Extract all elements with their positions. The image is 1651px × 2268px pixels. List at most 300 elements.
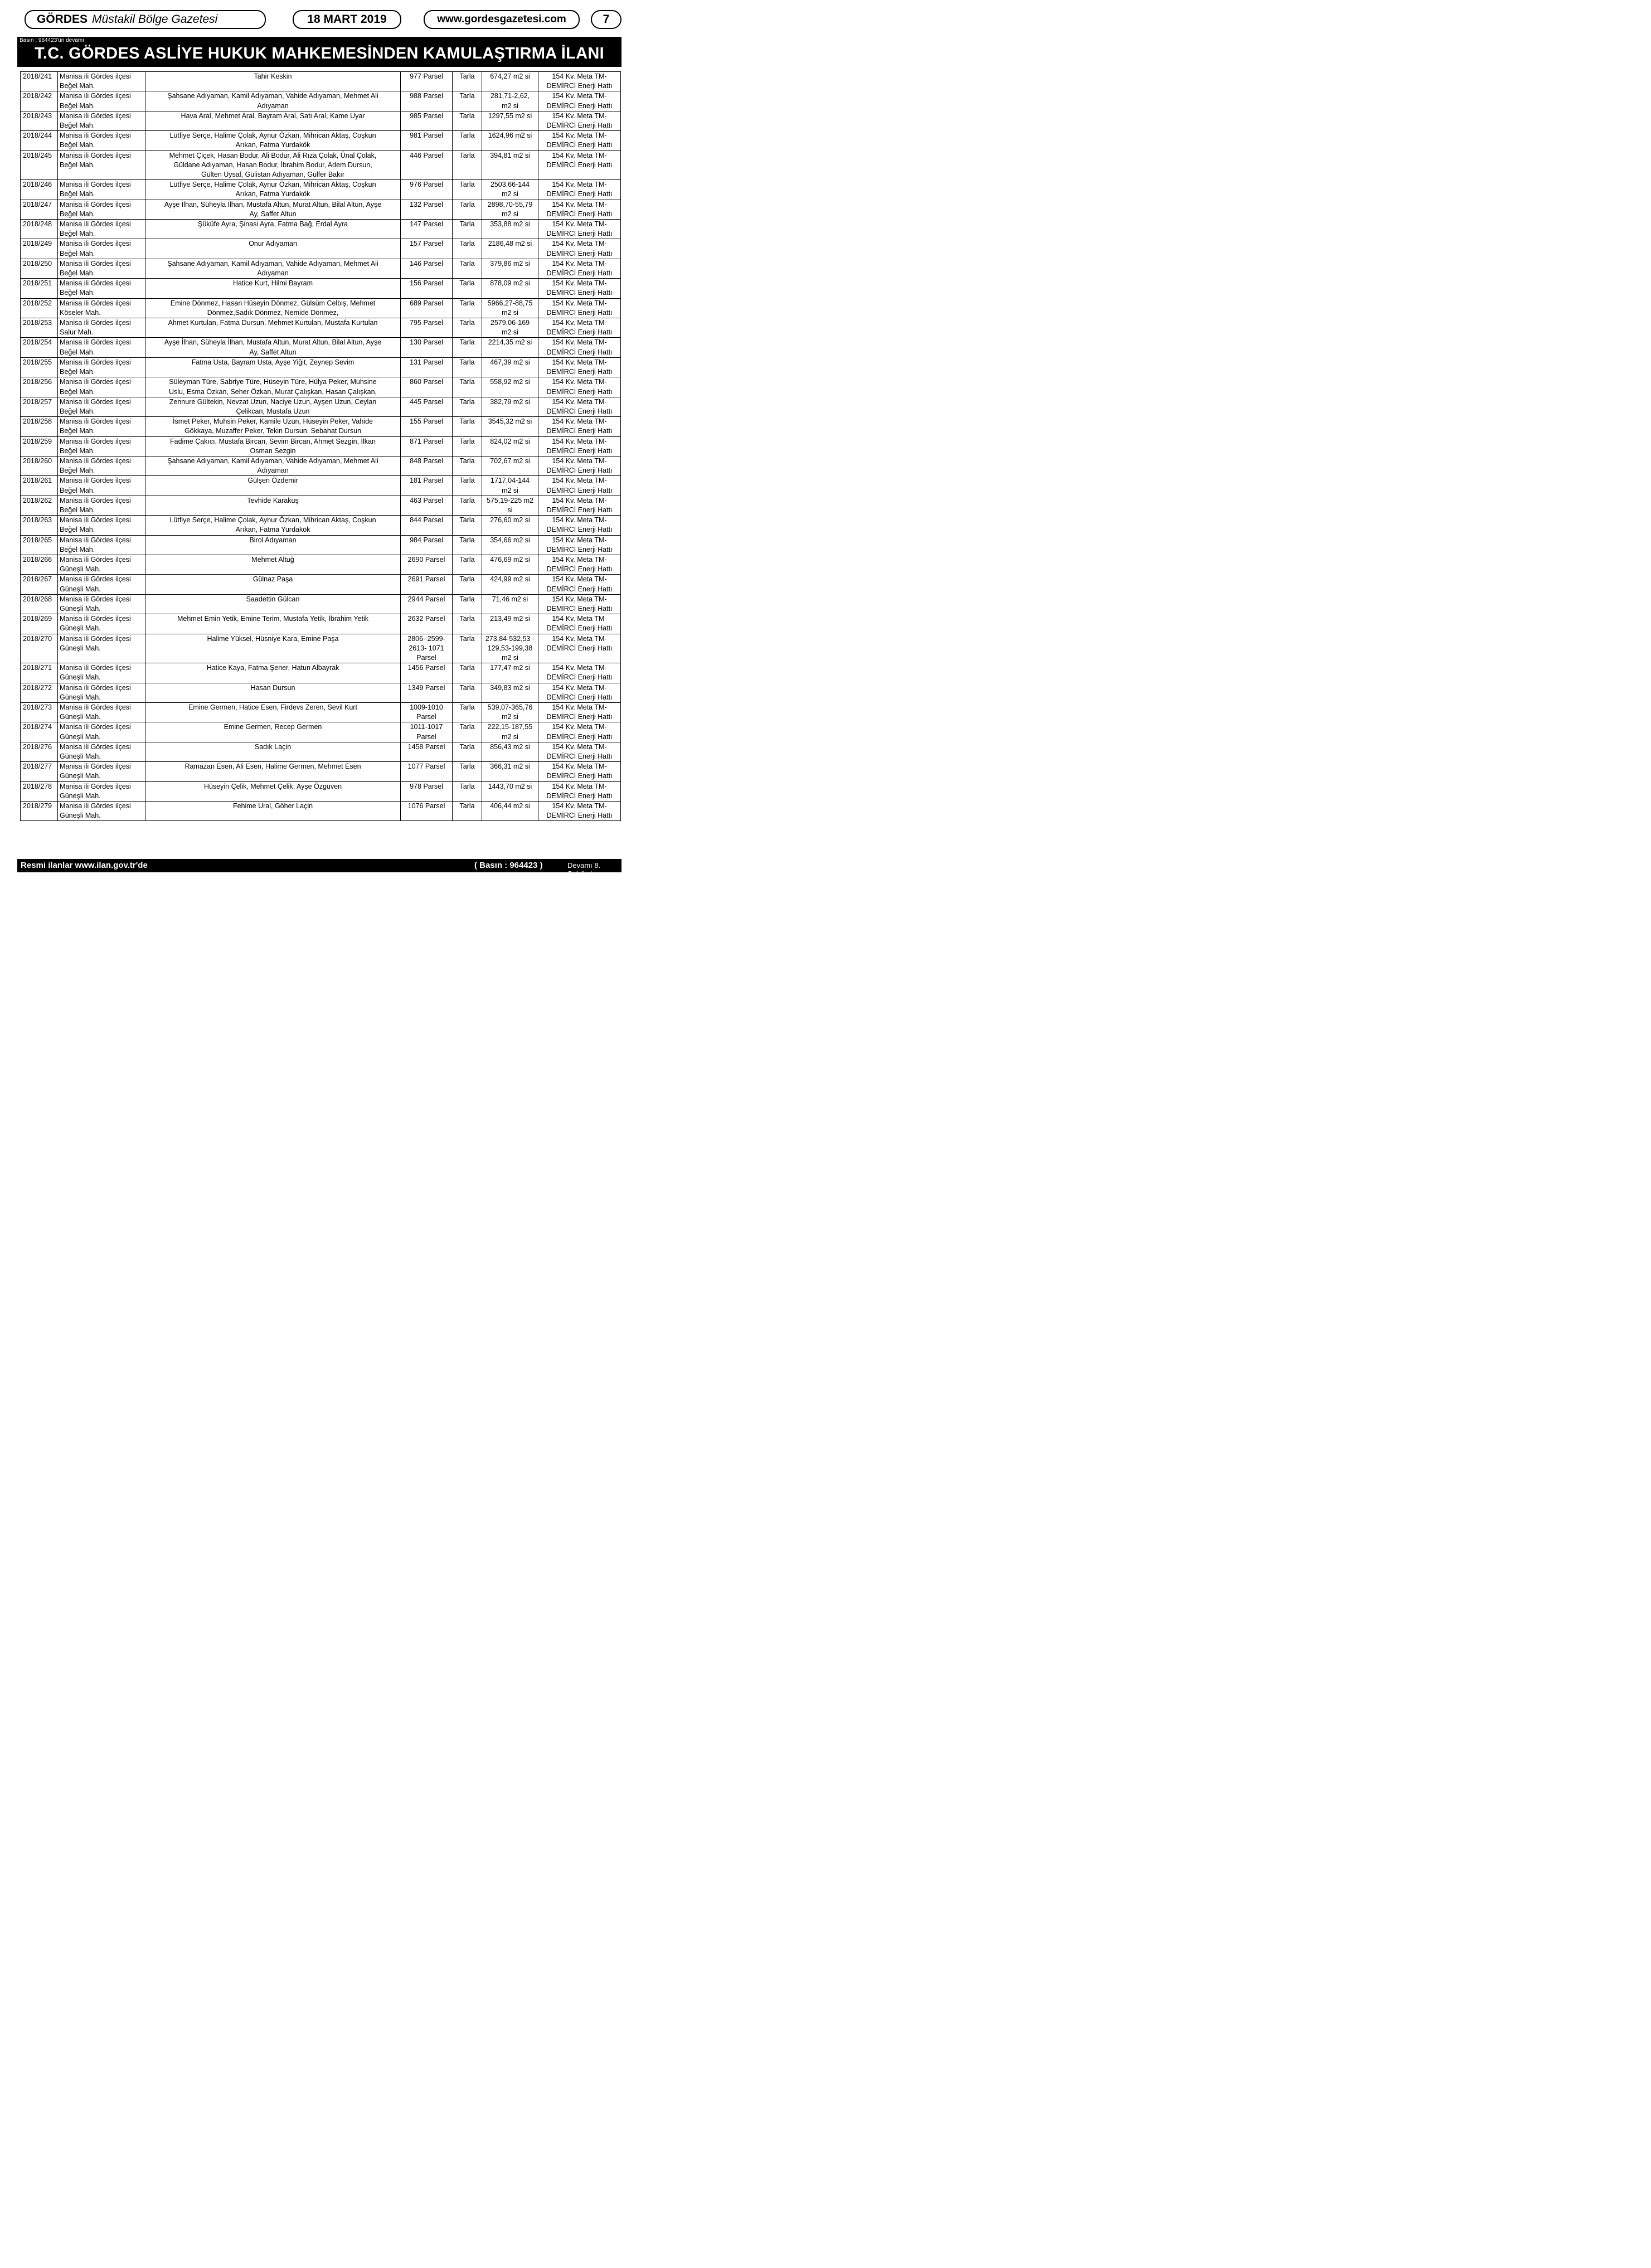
land-type-cell: Tarla bbox=[453, 555, 482, 574]
parcel-cell-line: 146 Parsel bbox=[410, 259, 443, 268]
owners-cell-line: Adıyaman bbox=[257, 467, 289, 475]
land-type-cell: Tarla bbox=[453, 72, 482, 91]
location-cell-line: Beğel Mah. bbox=[60, 210, 95, 218]
parcel-cell bbox=[401, 762, 453, 781]
location-cell bbox=[58, 91, 145, 111]
location-cell bbox=[58, 496, 145, 515]
area-cell bbox=[482, 298, 538, 318]
owners-cell-line: Gökkaya, Muzaffer Peker, Tekin Dursun, Sebahat Dursun bbox=[184, 427, 362, 435]
owners-cell-line: Sadık Laçin bbox=[254, 742, 292, 751]
table-row bbox=[21, 180, 621, 200]
case-number-cell: 2018/258 bbox=[21, 417, 58, 436]
case-number-cell: 2018/259 bbox=[21, 436, 58, 456]
area-cell-line: 5966,27-88,75 bbox=[487, 299, 533, 307]
parcel-cell bbox=[401, 417, 453, 436]
project-cell-line: DEMİRCİ Enerji Hattı bbox=[546, 122, 613, 130]
owners-cell-line: Ramazan Esen, Ali Esen, Halime Germen, Mehmet Esen bbox=[184, 763, 361, 771]
project-cell-line: DEMİRCİ Enerji Hattı bbox=[546, 82, 613, 90]
area-cell bbox=[482, 131, 538, 150]
project-cell bbox=[538, 575, 621, 594]
table-row bbox=[21, 397, 621, 416]
location-cell-line: Beğel Mah. bbox=[60, 407, 95, 415]
table-row bbox=[21, 338, 621, 357]
parcel-cell-line: 130 Parsel bbox=[410, 338, 443, 347]
owners-cell-line: Şahsane Adıyaman, Kamil Adıyaman, Vahide Adıyaman, Mehmet Ali bbox=[167, 92, 378, 100]
location-cell-line: Manisa ili Gördes ilçesi bbox=[60, 181, 131, 189]
land-type-cell: Tarla bbox=[453, 150, 482, 180]
case-number-cell: 2018/279 bbox=[21, 802, 58, 821]
table-row bbox=[21, 200, 621, 219]
footer-press-number: ( Basın : 964423 ) bbox=[474, 861, 543, 870]
location-cell-line: Beğel Mah. bbox=[60, 82, 95, 90]
parcel-cell bbox=[401, 279, 453, 298]
masthead-tagline: Müstakil Bölge Gazetesi bbox=[92, 13, 218, 26]
case-number-cell: 2018/245 bbox=[21, 150, 58, 180]
project-cell-line: DEMİRCİ Enerji Hattı bbox=[546, 713, 613, 721]
land-type-cell: Tarla bbox=[453, 614, 482, 634]
location-cell-line: Güneşli Mah. bbox=[60, 791, 101, 800]
project-cell-line: 154 Kv. Meta TM- bbox=[552, 664, 607, 672]
project-cell bbox=[538, 180, 621, 200]
owners-cell bbox=[145, 239, 401, 259]
parcel-cell bbox=[401, 456, 453, 475]
owners-cell-line: Lütfiye Serçe, Halime Çolak, Aynur Özkan, Mihrican Aktaş, Coşkun bbox=[169, 181, 376, 189]
area-cell bbox=[482, 200, 538, 219]
parcel-cell-line: 1456 Parsel bbox=[407, 664, 445, 672]
project-cell bbox=[538, 338, 621, 357]
location-cell bbox=[58, 150, 145, 180]
owners-cell-line: Ayşe İlhan, Süheyla İlhan, Mustafa Altun, Murat Altun, Bilal Altun, Ayşe bbox=[164, 200, 382, 208]
owners-cell bbox=[145, 535, 401, 555]
area-cell-line: 379,86 m2 si bbox=[490, 259, 530, 268]
table-row bbox=[21, 318, 621, 338]
land-type-cell: Tarla bbox=[453, 357, 482, 377]
project-cell-line: 154 Kv. Meta TM- bbox=[552, 683, 607, 692]
parcel-cell-line: 2691 Parsel bbox=[407, 575, 445, 584]
area-cell-line: 575,19-225 m2 bbox=[486, 496, 534, 504]
project-cell-line: DEMİRCİ Enerji Hattı bbox=[546, 269, 613, 278]
parcel-cell bbox=[401, 180, 453, 200]
owners-cell bbox=[145, 742, 401, 761]
parcel-cell bbox=[401, 476, 453, 496]
owners-cell-line: Ayşe İlhan, Süheyla İlhan, Mustafa Altun, Murat Altun, Bilal Altun, Ayşe bbox=[164, 338, 382, 347]
case-number-cell: 2018/256 bbox=[21, 377, 58, 397]
issue-date: 18 MART 2019 bbox=[293, 10, 401, 29]
owners-cell-line: Arıkan, Fatma Yurdakök bbox=[235, 141, 310, 149]
owners-cell-line: Fadime Çakıcı, Mustafa Bircan, Sevim Bircan, Ahmet Sezgin, İlkan bbox=[170, 437, 376, 445]
land-type-cell: Tarla bbox=[453, 377, 482, 397]
area-cell-line: 366,31 m2 si bbox=[490, 763, 530, 771]
table-row bbox=[21, 476, 621, 496]
table-row bbox=[21, 683, 621, 702]
parcel-cell-line: Parsel bbox=[416, 653, 436, 662]
location-cell-line: Beğel Mah. bbox=[60, 427, 95, 435]
owners-cell bbox=[145, 397, 401, 416]
owners-cell bbox=[145, 802, 401, 821]
project-cell-line: DEMİRCİ Enerji Hattı bbox=[546, 101, 613, 110]
project-cell bbox=[538, 397, 621, 416]
parcel-cell bbox=[401, 111, 453, 130]
owners-cell-line: Ay, Saffet Altun bbox=[249, 210, 297, 218]
location-cell-line: Beğel Mah. bbox=[60, 486, 95, 494]
location-cell bbox=[58, 279, 145, 298]
land-type-cell: Tarla bbox=[453, 575, 482, 594]
project-cell-line: 154 Kv. Meta TM- bbox=[552, 634, 607, 643]
project-cell-line: 154 Kv. Meta TM- bbox=[552, 615, 607, 623]
location-cell bbox=[58, 703, 145, 722]
parcel-cell bbox=[401, 259, 453, 278]
owners-cell bbox=[145, 456, 401, 475]
area-cell-line: 353,88 m2 si bbox=[490, 220, 530, 229]
location-cell bbox=[58, 338, 145, 357]
area-cell-line: 3545,32 m2 si bbox=[488, 417, 532, 426]
project-cell bbox=[538, 535, 621, 555]
land-type-cell: Tarla bbox=[453, 338, 482, 357]
case-number-cell: 2018/253 bbox=[21, 318, 58, 338]
project-cell bbox=[538, 703, 621, 722]
location-cell-line: Manisa ili Gördes ilçesi bbox=[60, 338, 131, 347]
area-cell-line: 878,09 m2 si bbox=[490, 279, 530, 288]
owners-cell bbox=[145, 111, 401, 130]
table-row bbox=[21, 614, 621, 634]
project-cell-line: DEMİRCİ Enerji Hattı bbox=[546, 190, 613, 198]
project-cell-line: 154 Kv. Meta TM- bbox=[552, 782, 607, 790]
case-number-cell: 2018/277 bbox=[21, 762, 58, 781]
project-cell-line: DEMİRCİ Enerji Hattı bbox=[546, 210, 613, 218]
case-number-cell: 2018/272 bbox=[21, 683, 58, 702]
parcel-cell-line: 2690 Parsel bbox=[407, 555, 445, 564]
location-cell bbox=[58, 663, 145, 683]
location-cell-line: Manisa ili Gördes ilçesi bbox=[60, 683, 131, 692]
location-cell-line: Manisa ili Gördes ilçesi bbox=[60, 279, 131, 288]
land-type-cell: Tarla bbox=[453, 298, 482, 318]
owners-cell bbox=[145, 516, 401, 535]
location-cell bbox=[58, 722, 145, 742]
location-cell-line: Güneşli Mah. bbox=[60, 732, 101, 741]
project-cell-line: DEMİRCİ Enerji Hattı bbox=[546, 308, 613, 317]
parcel-cell-line: 2944 Parsel bbox=[407, 595, 445, 603]
location-cell-line: Manisa ili Gördes ilçesi bbox=[60, 132, 131, 140]
parcel-cell-line: 977 Parsel bbox=[410, 72, 443, 80]
parcel-cell-line: 2632 Parsel bbox=[407, 615, 445, 623]
area-cell bbox=[482, 150, 538, 180]
owners-cell bbox=[145, 200, 401, 219]
parcel-cell bbox=[401, 614, 453, 634]
table-body bbox=[21, 72, 621, 821]
page-number: 7 bbox=[591, 10, 621, 29]
parcel-cell-line: 984 Parsel bbox=[410, 536, 443, 544]
location-cell bbox=[58, 781, 145, 801]
project-cell-line: DEMİRCİ Enerji Hattı bbox=[546, 604, 613, 613]
project-cell-line: DEMİRCİ Enerji Hattı bbox=[546, 506, 613, 514]
area-cell-line: 674,27 m2 si bbox=[490, 72, 530, 80]
project-cell-line: 154 Kv. Meta TM- bbox=[552, 703, 607, 711]
parcel-cell-line: 985 Parsel bbox=[410, 111, 443, 120]
parcel-cell-line: 795 Parsel bbox=[410, 319, 443, 327]
area-cell-line: 213,49 m2 si bbox=[490, 615, 530, 623]
project-cell bbox=[538, 298, 621, 318]
case-number-cell: 2018/278 bbox=[21, 781, 58, 801]
owners-cell-line: Emine Germen, Recep Germen bbox=[224, 723, 322, 731]
land-type-cell: Tarla bbox=[453, 496, 482, 515]
location-cell-line: Güneşli Mah. bbox=[60, 644, 101, 652]
case-number-cell: 2018/268 bbox=[21, 594, 58, 614]
project-cell bbox=[538, 220, 621, 239]
land-type-cell: Tarla bbox=[453, 279, 482, 298]
location-cell-line: Beğel Mah. bbox=[60, 101, 95, 110]
area-cell bbox=[482, 535, 538, 555]
area-cell bbox=[482, 91, 538, 111]
owners-cell bbox=[145, 663, 401, 683]
table-row bbox=[21, 516, 621, 535]
parcel-cell bbox=[401, 298, 453, 318]
case-number-cell: 2018/263 bbox=[21, 516, 58, 535]
area-cell-line: 281,71-2,62, bbox=[490, 92, 530, 100]
location-cell bbox=[58, 417, 145, 436]
land-type-cell: Tarla bbox=[453, 476, 482, 496]
location-cell bbox=[58, 634, 145, 663]
area-cell-line: 2898,70-55,79 bbox=[487, 200, 533, 208]
parcel-cell bbox=[401, 781, 453, 801]
project-cell bbox=[538, 377, 621, 397]
parcel-cell bbox=[401, 239, 453, 259]
owners-cell-line: Hatice Kurt, Hilmi Bayram bbox=[232, 279, 313, 288]
owners-cell bbox=[145, 575, 401, 594]
project-cell bbox=[538, 417, 621, 436]
owners-cell-line: Halime Yüksel, Hüsniye Kara, Emine Paşa bbox=[207, 634, 339, 643]
owners-cell-line: Gülten Uysal, Gülistan Adıyaman, Gülfer Bakır bbox=[201, 171, 345, 179]
parcel-cell-line: 2806- 2599- bbox=[407, 634, 445, 643]
parcel-cell bbox=[401, 663, 453, 683]
project-cell-line: 154 Kv. Meta TM- bbox=[552, 595, 607, 603]
project-cell-line: DEMİRCİ Enerji Hattı bbox=[546, 565, 613, 574]
location-cell-line: Manisa ili Gördes ilçesi bbox=[60, 516, 131, 524]
location-cell-line: Manisa ili Gördes ilçesi bbox=[60, 151, 131, 159]
location-cell bbox=[58, 742, 145, 761]
project-cell-line: 154 Kv. Meta TM- bbox=[552, 72, 607, 80]
case-number-cell: 2018/273 bbox=[21, 703, 58, 722]
area-cell-line: 273,84-532,53 - bbox=[485, 634, 535, 643]
area-cell-line: m2 si bbox=[502, 308, 518, 317]
owners-cell bbox=[145, 634, 401, 663]
owners-cell bbox=[145, 377, 401, 397]
location-cell bbox=[58, 131, 145, 150]
location-cell-line: Güneşli Mah. bbox=[60, 624, 101, 633]
parcel-cell bbox=[401, 338, 453, 357]
owners-cell-line: Güldane Adıyaman, Hasan Bodur, İbrahim Bodur, Adem Dursun, bbox=[173, 161, 372, 169]
project-cell bbox=[538, 802, 621, 821]
owners-cell-line: Uslu, Esma Özkan, Seher Özkan, Murat Çalışkan, Hasan Çalışkan, bbox=[168, 387, 377, 396]
land-type-cell: Tarla bbox=[453, 802, 482, 821]
area-cell bbox=[482, 357, 538, 377]
parcel-cell-line: 132 Parsel bbox=[410, 200, 443, 208]
location-cell-line: Manisa ili Gördes ilçesi bbox=[60, 417, 131, 426]
parcel-cell-line: 2613- 1071 bbox=[409, 644, 444, 652]
table-row bbox=[21, 555, 621, 574]
area-cell-line: 276,60 m2 si bbox=[490, 516, 530, 524]
project-cell-line: 154 Kv. Meta TM- bbox=[552, 338, 607, 347]
project-cell bbox=[538, 594, 621, 614]
land-type-cell: Tarla bbox=[453, 436, 482, 456]
area-cell-line: 467,39 m2 si bbox=[490, 358, 530, 366]
area-cell bbox=[482, 516, 538, 535]
location-cell bbox=[58, 683, 145, 702]
parcel-cell bbox=[401, 150, 453, 180]
area-cell-line: 349,83 m2 si bbox=[490, 683, 530, 692]
project-cell-line: 154 Kv. Meta TM- bbox=[552, 516, 607, 524]
land-type-cell: Tarla bbox=[453, 131, 482, 150]
area-cell-line: 394,81 m2 si bbox=[490, 151, 530, 159]
owners-cell-line: Emine Dönmez, Hasan Hüseyin Dönmez, Gülsüm Celbiş, Mehmet bbox=[170, 299, 376, 307]
parcel-cell-line: 1349 Parsel bbox=[407, 683, 445, 692]
location-cell bbox=[58, 220, 145, 239]
area-cell-line: 382,79 m2 si bbox=[490, 397, 530, 406]
parcel-cell-line: 978 Parsel bbox=[410, 782, 443, 790]
project-cell-line: DEMİRCİ Enerji Hattı bbox=[546, 289, 613, 297]
land-type-cell: Tarla bbox=[453, 742, 482, 761]
owners-cell-line: Şüküfe Ayra, Şinasi Ayra, Fatma Bağ, Erdal Ayra bbox=[198, 220, 348, 229]
project-cell bbox=[538, 476, 621, 496]
project-cell-line: DEMİRCİ Enerji Hattı bbox=[546, 368, 613, 376]
land-type-cell: Tarla bbox=[453, 200, 482, 219]
area-cell bbox=[482, 259, 538, 278]
case-number-cell: 2018/257 bbox=[21, 397, 58, 416]
table-row bbox=[21, 436, 621, 456]
owners-cell-line: Şahsane Adıyaman, Kamil Adıyaman, Vahide Adıyaman, Mehmet Ali bbox=[167, 456, 378, 465]
location-cell-line: Manisa ili Gördes ilçesi bbox=[60, 299, 131, 307]
area-cell-line: m2 si bbox=[502, 713, 518, 721]
project-cell-line: 154 Kv. Meta TM- bbox=[552, 575, 607, 584]
table-row bbox=[21, 150, 621, 180]
masthead-brand bbox=[25, 10, 266, 29]
location-cell bbox=[58, 318, 145, 338]
owners-cell bbox=[145, 72, 401, 91]
project-cell-line: 154 Kv. Meta TM- bbox=[552, 299, 607, 307]
case-number-cell: 2018/266 bbox=[21, 555, 58, 574]
case-number-cell: 2018/244 bbox=[21, 131, 58, 150]
area-cell-line: si bbox=[507, 506, 513, 514]
area-cell-line: m2 si bbox=[502, 328, 518, 337]
location-cell-line: Manisa ili Gördes ilçesi bbox=[60, 220, 131, 229]
case-number-cell: 2018/271 bbox=[21, 663, 58, 683]
case-number-cell: 2018/243 bbox=[21, 111, 58, 130]
project-cell-line: DEMİRCİ Enerji Hattı bbox=[546, 791, 613, 800]
area-cell-line: 558,92 m2 si bbox=[490, 378, 530, 386]
table-row bbox=[21, 279, 621, 298]
project-cell bbox=[538, 762, 621, 781]
project-cell bbox=[538, 91, 621, 111]
parcel-cell-line: 844 Parsel bbox=[410, 516, 443, 524]
owners-cell bbox=[145, 762, 401, 781]
area-cell bbox=[482, 417, 538, 436]
location-cell-line: Güneşli Mah. bbox=[60, 693, 101, 701]
area-cell-line: 406,44 m2 si bbox=[490, 802, 530, 810]
area-cell bbox=[482, 279, 538, 298]
case-number-cell: 2018/241 bbox=[21, 72, 58, 91]
project-cell-line: 154 Kv. Meta TM- bbox=[552, 723, 607, 731]
table-row bbox=[21, 722, 621, 742]
location-cell bbox=[58, 377, 145, 397]
area-cell-line: m2 si bbox=[502, 732, 518, 741]
project-cell bbox=[538, 72, 621, 91]
area-cell bbox=[482, 338, 538, 357]
area-cell-line: 129,53-199,38 bbox=[487, 644, 533, 652]
project-cell-line: 154 Kv. Meta TM- bbox=[552, 220, 607, 229]
table-row bbox=[21, 762, 621, 781]
owners-cell-line: Dönmez,Sadık Dönmez, Nemide Dönmez, bbox=[207, 308, 339, 317]
project-cell-line: 154 Kv. Meta TM- bbox=[552, 555, 607, 564]
owners-cell-line: Tevhide Karakuş bbox=[247, 496, 299, 504]
location-cell bbox=[58, 200, 145, 219]
project-cell-line: DEMİRCİ Enerji Hattı bbox=[546, 732, 613, 741]
owners-cell-line: Arıkan, Fatma Yurdakök bbox=[235, 190, 310, 198]
website-link[interactable]: www.gordesgazetesi.com bbox=[424, 10, 580, 29]
owners-cell-line: Saadettin Gülcan bbox=[246, 595, 300, 603]
notice-title: T.C. GÖRDES ASLİYE HUKUK MAHKEMESİNDEN KAMULAŞTIRMA İLANI bbox=[35, 45, 604, 62]
area-cell-line: 177,47 m2 si bbox=[490, 664, 530, 672]
area-cell-line: 2503,66-144 bbox=[490, 181, 530, 189]
parcel-cell-line: Parsel bbox=[416, 713, 436, 721]
location-cell bbox=[58, 802, 145, 821]
parcel-cell-line: Parsel bbox=[416, 732, 436, 741]
parcel-cell-line: 860 Parsel bbox=[410, 378, 443, 386]
case-number-cell: 2018/252 bbox=[21, 298, 58, 318]
project-cell bbox=[538, 614, 621, 634]
area-cell-line: m2 si bbox=[502, 190, 518, 198]
location-cell-line: Manisa ili Gördes ilçesi bbox=[60, 615, 131, 623]
case-number-cell: 2018/242 bbox=[21, 91, 58, 111]
land-type-cell: Tarla bbox=[453, 762, 482, 781]
parcel-cell-line: 1077 Parsel bbox=[407, 763, 445, 771]
area-cell-line: 1297,55 m2 si bbox=[488, 111, 532, 120]
newspaper-page bbox=[0, 0, 639, 878]
table-row bbox=[21, 417, 621, 436]
location-cell-line: Güneşli Mah. bbox=[60, 812, 101, 820]
table-row bbox=[21, 594, 621, 614]
location-cell-line: Güneşli Mah. bbox=[60, 752, 101, 761]
project-cell bbox=[538, 436, 621, 456]
table-row bbox=[21, 742, 621, 761]
case-number-cell: 2018/260 bbox=[21, 456, 58, 475]
area-cell-line: 702,67 m2 si bbox=[490, 456, 530, 465]
owners-cell-line: Zennure Gültekin, Nevzat Uzun, Naciye Uzun, Ayşen Uzun, Ceylan bbox=[169, 397, 377, 406]
parcel-cell bbox=[401, 72, 453, 91]
parcel-cell bbox=[401, 722, 453, 742]
location-cell-line: Beğel Mah. bbox=[60, 190, 95, 198]
owners-cell-line: Birol Adıyaman bbox=[249, 536, 297, 544]
table-row bbox=[21, 663, 621, 683]
area-cell-line: 71,46 m2 si bbox=[492, 595, 528, 603]
table-row bbox=[21, 131, 621, 150]
owners-cell bbox=[145, 279, 401, 298]
case-number-cell: 2018/262 bbox=[21, 496, 58, 515]
area-cell bbox=[482, 762, 538, 781]
area-cell bbox=[482, 683, 538, 702]
parcel-cell bbox=[401, 703, 453, 722]
case-number-cell: 2018/254 bbox=[21, 338, 58, 357]
table-row bbox=[21, 220, 621, 239]
case-number-cell: 2018/267 bbox=[21, 575, 58, 594]
area-cell-line: 1624,96 m2 si bbox=[488, 132, 532, 140]
project-cell-line: DEMİRCİ Enerji Hattı bbox=[546, 446, 613, 455]
project-cell-line: DEMİRCİ Enerji Hattı bbox=[546, 693, 613, 701]
area-cell-line: m2 si bbox=[502, 486, 518, 494]
owners-cell bbox=[145, 298, 401, 318]
area-cell-line: 476,69 m2 si bbox=[490, 555, 530, 564]
location-cell-line: Manisa ili Gördes ilçesi bbox=[60, 802, 131, 810]
owners-cell bbox=[145, 614, 401, 634]
project-cell-line: 154 Kv. Meta TM- bbox=[552, 111, 607, 120]
